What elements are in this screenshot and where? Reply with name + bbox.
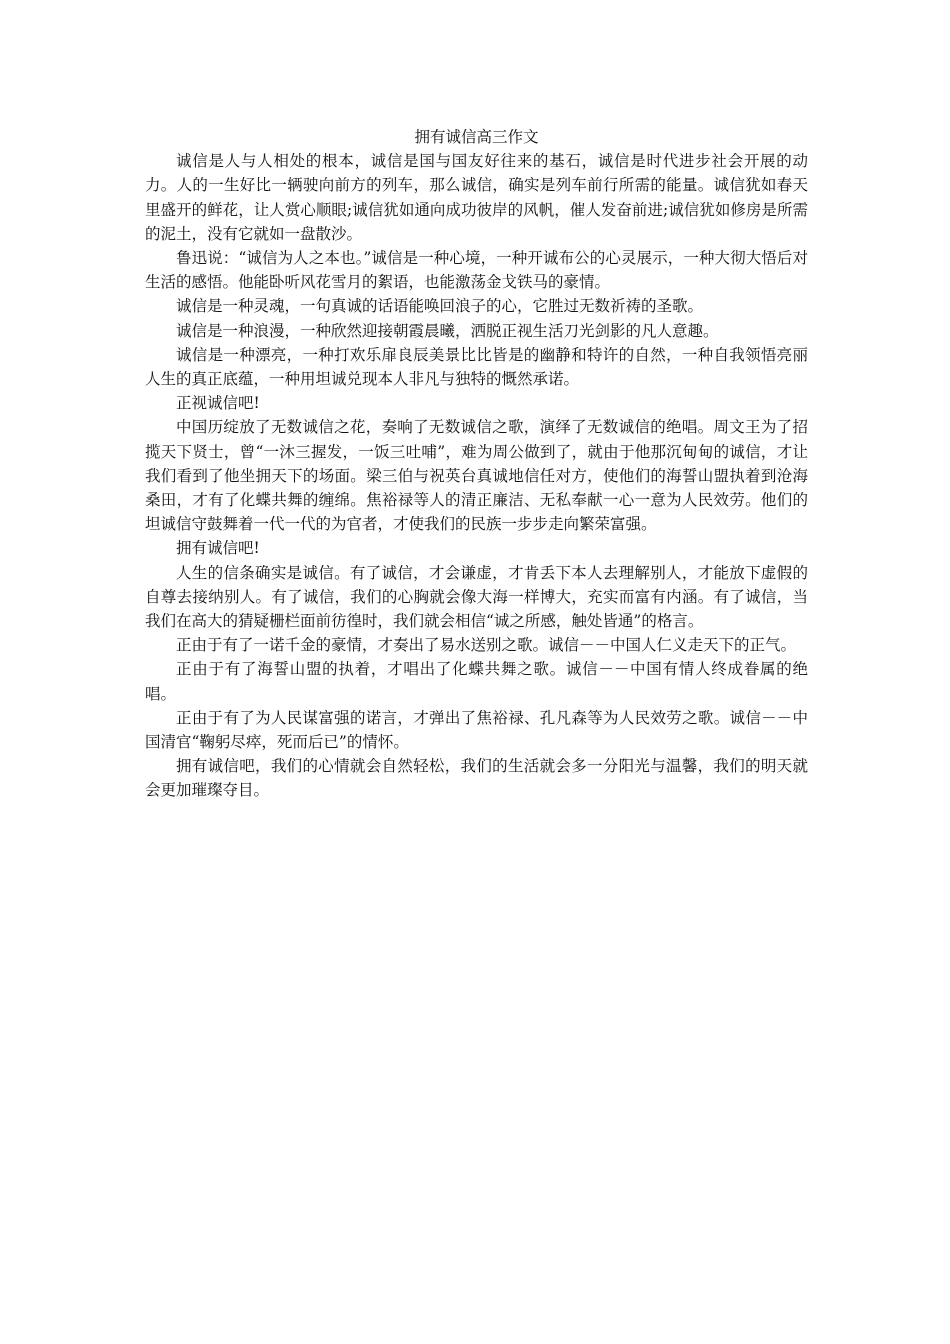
- paragraph: 诚信是人与人相处的根本，诚信是国与国友好往来的基石，诚信是时代进步社会开展的动力。人的一生好比一辆驶向前方的列车，那么诚信，确实是列车前行所需的能量。诚信犹如春天里盛开的鲜花，让人赏心顺眼;诚信犹如通向成功彼岸的风帆，催人发奋前进;诚信犹如修房是所需的泥土，没有它就如一盘散沙。: [145, 152, 808, 243]
- paragraph: 诚信是一种漂亮，一种打欢乐扉良辰美景比比皆是的幽静和特许的自然，一种自我领悟亮丽人生的真正底蕴，一种用坦诚兑现本人非凡与独特的慨然承诺。: [145, 345, 808, 389]
- paragraph: 正由于有了为人民谋富强的诺言，才弹出了焦裕禄、孔凡森等为人民效劳之歌。诚信－－中国清官“鞠躬尽瘁，死而后已”的情怀。: [145, 708, 808, 752]
- section-heading: 正视诚信吧!: [176, 394, 260, 413]
- paragraph: 正由于有了海誓山盟的执着，才唱出了化蝶共舞之歌。诚信－－中国有情人终成眷属的绝唱。: [145, 660, 808, 703]
- paragraph: 人生的信条确实是诚信。有了诚信，才会谦虚，才肯丢下本人去理解别人，才能放下虚假的自尊去接纳别人。有了诚信，我们的心胸就会像大海一样博大，充实而富有内涵。有了诚信，当我们在高大的猜疑栅栏面前彷徨时，我们就会相信“诚之所感，触处皆通”的格言。: [145, 563, 808, 631]
- document-title: 拥有诚信高三作文: [414, 128, 539, 146]
- paragraph: 拥有诚信吧，我们的心情就会自然轻松，我们的生活就会多一分阳光与温馨，我们的明天就会更加璀璨夺目。: [145, 757, 808, 800]
- document-body: [145, 125, 808, 803]
- paragraph: 诚信是一种灵魂，一句真诚的话语能唤回浪子的心，它胜过无数祈祷的圣歌。: [176, 297, 704, 316]
- paragraph: 正由于有了一诺千金的豪情，才奏出了易水送别之歌。诚信－－中国人仁义走天下的正气。: [176, 636, 797, 655]
- paragraph: 中国历绽放了无数诚信之花，奏响了无数诚信之歌，演绎了无数诚信的绝唱。周文王为了招揽天下贤士，曾“一沐三握发，一饭三吐哺”，难为周公做到了，就由于他那沉甸甸的诚信，才让我们看到了他坐拥天下的场面。梁三伯与祝英台真诚地信任对方，使他们的海誓山盟执着到沧海桑田，才有了化蝶共舞的缠绵。焦裕禄等人的清正廉洁、无私奉献一心一意为人民效劳。他们的坦诚信守鼓舞着一代一代的为官者，才使我们的民族一步步走向繁荣富强。: [145, 418, 808, 534]
- paragraph: 鲁迅说：“诚信为人之本也。”诚信是一种心境，一种开诚布公的心灵展示，一种大彻大悟后对生活的感悟。他能卧听风花雪月的絮语，也能激荡金戈铁马的豪情。: [145, 249, 808, 292]
- paragraph: 诚信是一种浪漫，一种欣然迎接朝霞晨曦，洒脱正视生活刀光剑影的凡人意趣。: [176, 321, 719, 340]
- section-heading: 拥有诚信吧!: [176, 539, 260, 558]
